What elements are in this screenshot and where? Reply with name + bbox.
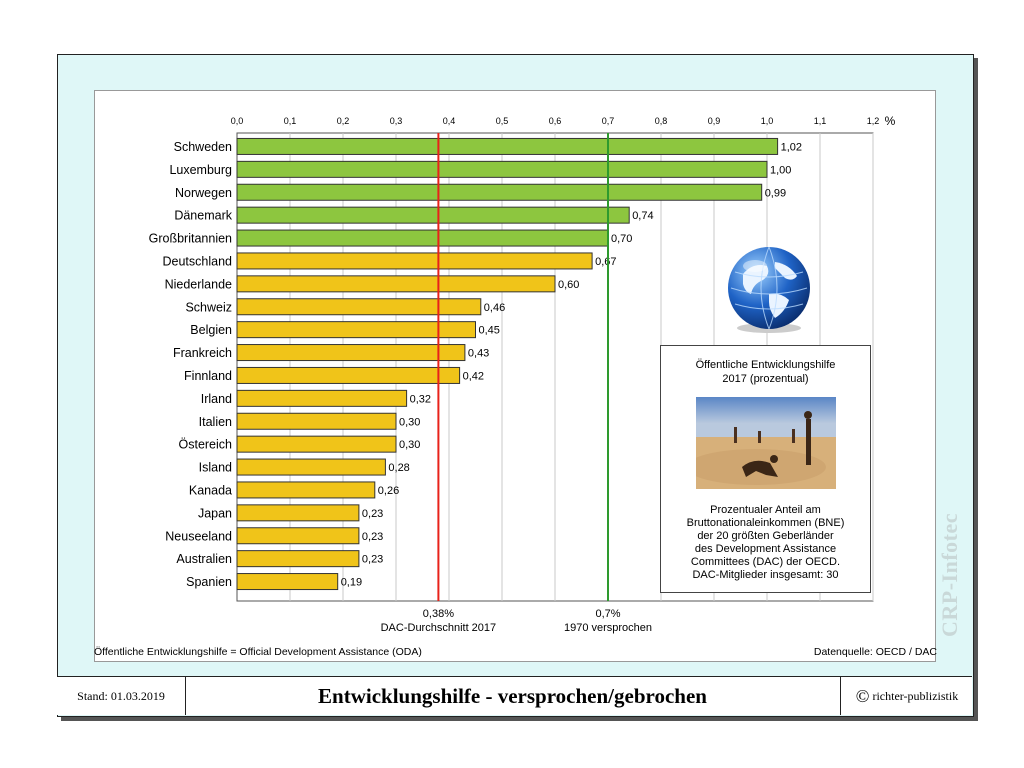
x-tick-label: 0,0: [230, 116, 244, 126]
value-label: 0,32: [409, 393, 432, 406]
x-tick-label: 0,5: [495, 116, 509, 126]
x-tick-label: 0,1: [283, 116, 297, 126]
category-label: Deutschland: [162, 254, 232, 269]
category-label: Frankreich: [172, 346, 232, 361]
info-body-line: des Development Assistance: [694, 543, 837, 555]
value-label: 0,60: [558, 278, 580, 291]
info-title-line: 2017 (prozentual): [722, 373, 809, 385]
x-tick-label: 0,4: [442, 116, 456, 126]
x-tick-label: 1,1: [813, 116, 827, 126]
bar: [237, 276, 555, 292]
value-label: 0,23: [361, 507, 384, 520]
info-title: [661, 358, 870, 386]
info-body-line: Bruttonationaleinkommen (BNE): [686, 517, 845, 529]
bar: [237, 390, 407, 406]
category-label: Spanien: [186, 575, 232, 590]
date-stand: Stand: 01.03.2019: [57, 677, 186, 715]
info-title-line: Öffentliche Entwicklungshilfe: [695, 359, 836, 371]
copyright-icon: ©: [855, 685, 870, 706]
category-label: Östereich: [178, 437, 232, 452]
value-label: 0,70: [611, 233, 633, 246]
globe-icon: [723, 244, 815, 336]
info-box: [660, 345, 871, 593]
category-label: Großbritannien: [148, 231, 232, 246]
x-tick-label: 0,9: [707, 116, 721, 126]
info-body-line: Prozentualer Anteil am: [710, 504, 821, 516]
x-tick-label: 0,6: [548, 116, 562, 126]
reference-label: 0,38%: [422, 608, 455, 620]
category-label: Italien: [198, 414, 232, 429]
value-label: 0,67: [595, 255, 617, 268]
category-label: Kanada: [188, 483, 232, 498]
bar: [237, 505, 359, 521]
category-label: Luxemburg: [169, 162, 232, 177]
value-label: 0,45: [478, 324, 500, 337]
value-label: 1,00: [770, 164, 792, 177]
info-body-line: Committees (DAC) der OECD.: [690, 556, 841, 568]
x-tick-label: 0,3: [389, 116, 403, 126]
category-label: Finnland: [184, 368, 232, 383]
bar: [237, 413, 396, 429]
bottom-bar: [57, 676, 972, 715]
bar: [237, 230, 608, 246]
bar: [237, 184, 762, 200]
category-label: Japan: [197, 506, 232, 521]
value-label: 0,46: [483, 301, 506, 314]
bar: [237, 482, 375, 498]
reference-label: 0,7%: [595, 608, 621, 620]
value-label: 0,30: [399, 416, 421, 429]
info-body-line: der 20 größten Geberländer: [697, 530, 834, 542]
x-tick-label: 1,0: [760, 116, 774, 126]
bar: [237, 367, 460, 383]
category-label: Australien: [176, 552, 232, 567]
value-label: 0,74: [632, 210, 654, 223]
reference-sublabel: 1970 versprochen: [563, 622, 653, 634]
page-title: Entwicklungshilfe - versprochen/gebrochen: [318, 683, 707, 708]
value-label: 0,23: [361, 553, 384, 566]
bar: [237, 459, 385, 475]
info-body-line: DAC-Mitglieder insgesamt: 30: [692, 569, 839, 581]
x-tick-label: 1,2: [866, 116, 880, 126]
bar: [237, 574, 338, 590]
copyright-label: richter-publizistik: [872, 688, 959, 703]
reference-sublabel: DAC-Durchschnitt 2017: [380, 622, 497, 634]
value-label: 0,43: [467, 347, 490, 360]
category-label: Neuseeland: [165, 529, 232, 544]
bar: [237, 253, 592, 269]
bar: [237, 345, 465, 361]
value-label: 0,42: [462, 370, 485, 383]
category-label: Norwegen: [175, 185, 232, 200]
children-photo: [696, 397, 836, 489]
category-label: Dänemark: [174, 208, 232, 223]
footnote-source: Datenquelle: OECD / DAC: [813, 646, 937, 658]
bar: [237, 436, 396, 452]
value-label: 0,30: [399, 439, 421, 452]
watermark: CRP-Infotec: [937, 512, 962, 638]
x-tick-label: 0,8: [654, 116, 668, 126]
category-label: Niederlande: [164, 277, 232, 292]
category-label: Schweden: [173, 139, 232, 154]
category-label: Belgien: [190, 323, 232, 338]
category-label: Schweiz: [185, 300, 232, 315]
bar: [237, 299, 481, 315]
value-label: 1,02: [780, 141, 803, 154]
bar: [237, 528, 359, 544]
value-label: 0,23: [361, 530, 384, 543]
bar: [237, 551, 359, 567]
value-label: 0,19: [340, 576, 363, 589]
bar: [237, 161, 767, 177]
x-tick-label: 0,2: [336, 116, 350, 126]
bar: [237, 322, 476, 338]
info-body: [661, 504, 870, 582]
value-label: 0,28: [388, 462, 410, 475]
copyright: [840, 677, 973, 715]
x-unit-label: %: [884, 114, 896, 128]
x-tick-label: 0,7: [601, 116, 615, 126]
value-label: 0,99: [764, 187, 787, 200]
bar: [237, 207, 629, 223]
category-label: Island: [198, 460, 232, 475]
value-label: 0,26: [377, 484, 400, 497]
category-label: Irland: [200, 391, 232, 406]
bar: [237, 138, 778, 154]
footnote-definition: Öffentliche Entwicklungshilfe = Official Development Assistance (ODA): [94, 646, 422, 658]
